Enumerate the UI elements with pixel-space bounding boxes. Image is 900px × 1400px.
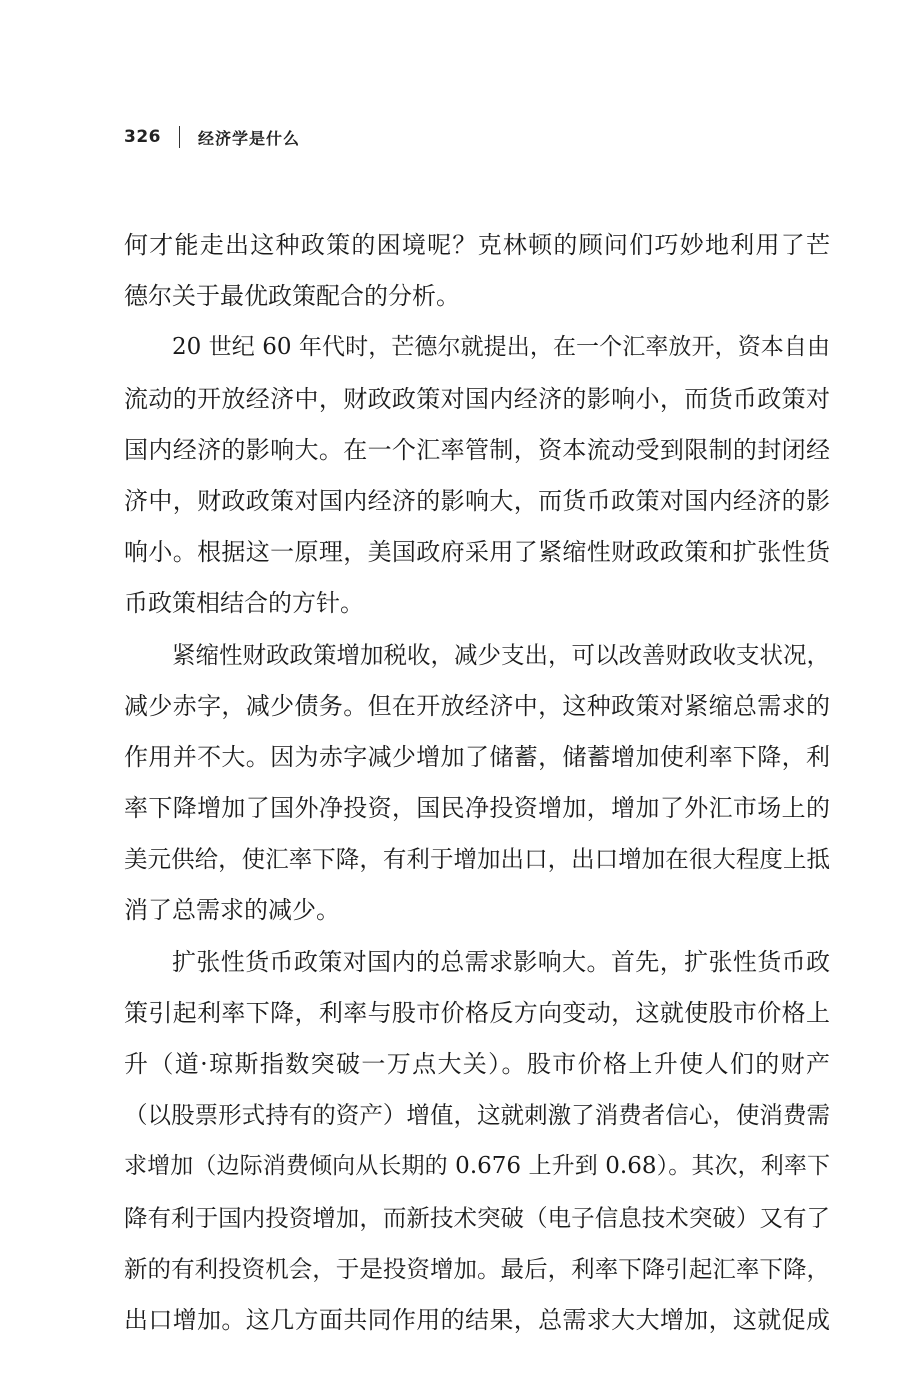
text-line: 美元供给，使汇率下降，有利于增加出口，出口增加在很大程度上抵	[124, 845, 830, 874]
book-title: 经济学是什么	[198, 128, 301, 148]
text-line: 响小。根据这一原理，美国政府采用了紧缩性财政政策和扩张性货	[124, 538, 830, 567]
text-line: 作用并不大。因为赤字减少增加了储蓄，储蓄增加使利率下降，利	[124, 742, 830, 771]
text-line: 求增加（边际消费倾向从长期的 0.676 上升到 0.68）。其次，利率下	[124, 1153, 830, 1180]
text-line: 率下降增加了国外净投资，国民净投资增加，增加了外汇市场上的	[124, 794, 830, 823]
text-line: 新的有利投资机会，于是投资增加。最后，利率下降引起汇率下降，	[124, 1254, 830, 1283]
text-line: 紧缩性财政政策增加税收，减少支出，可以改善财政收支状况，	[172, 640, 830, 669]
page-number: 326	[124, 127, 161, 147]
text-line: 20 世纪 60 年代时，芒德尔就提出，在一个汇率放开，资本自由	[172, 334, 830, 361]
text-line: 扩张性货币政策对国内的总需求影响大。首先，扩张性货币政	[172, 947, 830, 976]
text-line: 出口增加。这几方面共同作用的结果，总需求大大增加，这就促成	[124, 1305, 830, 1334]
text-line: 消了总需求的减少。	[124, 896, 340, 925]
header-divider	[179, 126, 180, 148]
text-line: 流动的开放经济中，财政政策对国内经济的影响小，而货币政策对	[124, 384, 830, 413]
text-line: 德尔关于最优政策配合的分析。	[124, 282, 460, 311]
text-line: 币政策相结合的方针。	[124, 589, 364, 618]
text-line: 减少赤字，减少债务。但在开放经济中，这种政策对紧缩总需求的	[124, 691, 830, 720]
text-line: 国内经济的影响大。在一个汇率管制，资本流动受到限制的封闭经	[124, 435, 830, 464]
running-header	[124, 124, 300, 150]
text-line: 策引起利率下降，利率与股市价格反方向变动，这就使股市价格上	[124, 998, 830, 1027]
text-line: 济中，财政政策对国内经济的影响大，而货币政策对国内经济的影	[124, 486, 830, 515]
text-line: （以股票形式持有的资产）增值，这就刺激了消费者信心，使消费需	[124, 1101, 830, 1130]
text-line: 何才能走出这种政策的困境呢？克林顿的顾问们巧妙地利用了芒	[124, 231, 830, 259]
text-line: 降有利于国内投资增加，而新技术突破（电子信息技术突破）又有了	[124, 1203, 830, 1232]
body-text	[124, 228, 830, 1354]
text-line: 升（道·琼斯指数突破一万点大关）。股市价格上升使人们的财产	[124, 1050, 830, 1078]
